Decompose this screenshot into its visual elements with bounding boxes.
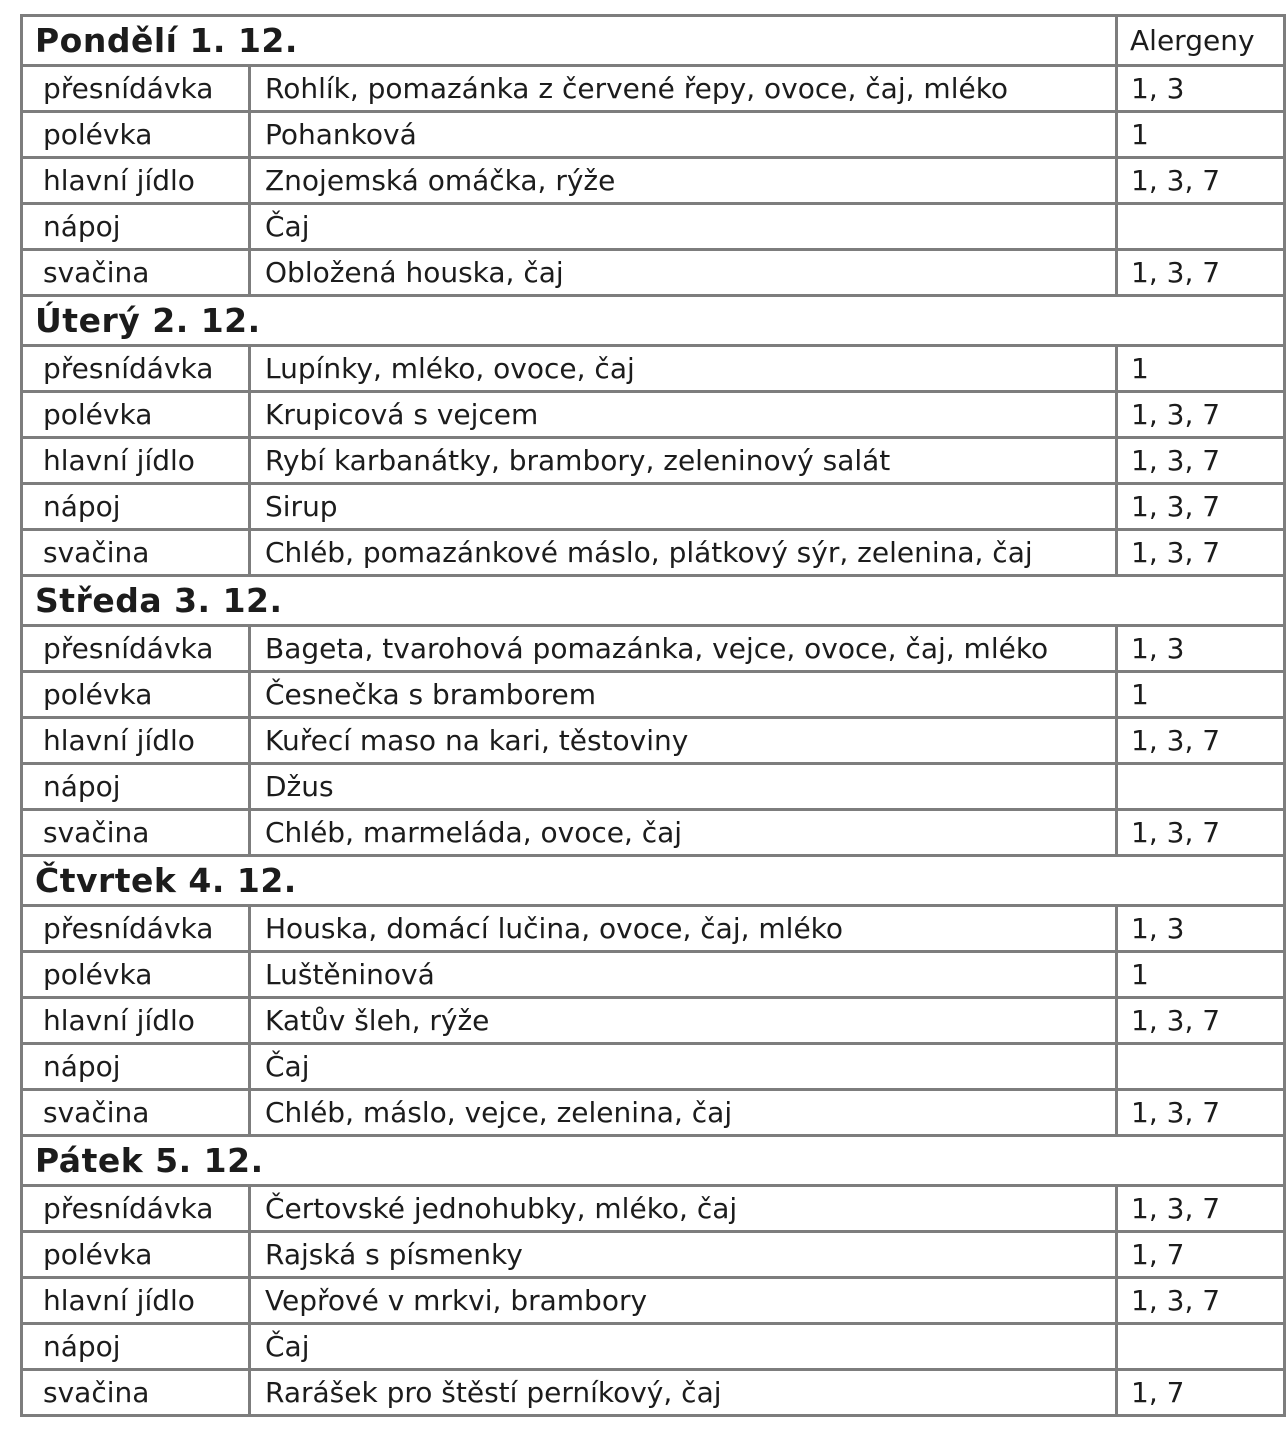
day-title: Čtvrtek 4. 12. — [22, 856, 1285, 906]
menu-table-body — [22, 16, 1285, 1416]
allergen-codes: 1, 3 — [1117, 626, 1285, 672]
allergen-codes: 1, 3, 7 — [1117, 1278, 1285, 1324]
day-header-row — [22, 16, 1285, 66]
allergen-codes: 1, 3, 7 — [1117, 1090, 1285, 1136]
dish-description: Chléb, marmeláda, ovoce, čaj — [250, 810, 1117, 856]
meal-type-label: polévka — [22, 112, 250, 158]
meal-type-label: polévka — [22, 392, 250, 438]
dish-description: Rajská s písmenky — [250, 1232, 1117, 1278]
meal-type-label: nápoj — [22, 1324, 250, 1370]
dish-description: Vepřové v mrkvi, brambory — [250, 1278, 1117, 1324]
allergen-codes: 1, 3, 7 — [1117, 530, 1285, 576]
meal-row — [22, 626, 1285, 672]
dish-description: Sirup — [250, 484, 1117, 530]
dish-description: Luštěninová — [250, 952, 1117, 998]
meal-row — [22, 952, 1285, 998]
weekly-menu-table — [20, 14, 1286, 1417]
meal-row — [22, 158, 1285, 204]
allergens-column-header: Alergeny — [1117, 16, 1285, 66]
meal-row — [22, 1232, 1285, 1278]
meal-type-label: polévka — [22, 952, 250, 998]
dish-description: Chléb, pomazánkové máslo, plátkový sýr, zelenina, čaj — [250, 530, 1117, 576]
meal-row — [22, 1090, 1285, 1136]
meal-type-label: svačina — [22, 530, 250, 576]
meal-type-label: svačina — [22, 810, 250, 856]
meal-row — [22, 112, 1285, 158]
dish-description: Lupínky, mléko, ovoce, čaj — [250, 346, 1117, 392]
meal-type-label: hlavní jídlo — [22, 438, 250, 484]
meal-type-label: nápoj — [22, 204, 250, 250]
meal-row — [22, 1186, 1285, 1232]
dish-description: Chléb, máslo, vejce, zelenina, čaj — [250, 1090, 1117, 1136]
day-header-row — [22, 1136, 1285, 1186]
allergen-codes: 1, 3, 7 — [1117, 250, 1285, 296]
allergen-codes: 1, 3, 7 — [1117, 484, 1285, 530]
meal-row — [22, 1324, 1285, 1370]
meal-row — [22, 672, 1285, 718]
allergen-codes: 1, 3, 7 — [1117, 392, 1285, 438]
day-title: Pátek 5. 12. — [22, 1136, 1285, 1186]
dish-description: Krupicová s vejcem — [250, 392, 1117, 438]
meal-row — [22, 392, 1285, 438]
allergen-codes — [1117, 764, 1285, 810]
allergen-codes: 1, 3, 7 — [1117, 998, 1285, 1044]
meal-type-label: hlavní jídlo — [22, 998, 250, 1044]
allergen-codes: 1, 3, 7 — [1117, 718, 1285, 764]
dish-description: Houska, domácí lučina, ovoce, čaj, mléko — [250, 906, 1117, 952]
allergen-codes: 1 — [1117, 672, 1285, 718]
meal-type-label: přesnídávka — [22, 626, 250, 672]
meal-type-label: přesnídávka — [22, 1186, 250, 1232]
dish-description: Čertovské jednohubky, mléko, čaj — [250, 1186, 1117, 1232]
meal-type-label: hlavní jídlo — [22, 718, 250, 764]
dish-description: Obložená houska, čaj — [250, 250, 1117, 296]
meal-row — [22, 718, 1285, 764]
allergen-codes — [1117, 1324, 1285, 1370]
day-header-row — [22, 576, 1285, 626]
meal-row — [22, 764, 1285, 810]
allergen-codes: 1 — [1117, 952, 1285, 998]
allergen-codes — [1117, 1044, 1285, 1090]
allergen-codes: 1, 7 — [1117, 1370, 1285, 1416]
meal-type-label: polévka — [22, 1232, 250, 1278]
allergen-codes: 1, 3 — [1117, 66, 1285, 112]
meal-row — [22, 530, 1285, 576]
meal-row — [22, 346, 1285, 392]
day-header-row — [22, 296, 1285, 346]
dish-description: Pohanková — [250, 112, 1117, 158]
dish-description: Kuřecí maso na kari, těstoviny — [250, 718, 1117, 764]
allergen-codes: 1, 3 — [1117, 906, 1285, 952]
allergen-codes: 1, 7 — [1117, 1232, 1285, 1278]
meal-row — [22, 250, 1285, 296]
meal-row — [22, 484, 1285, 530]
allergen-codes: 1, 3, 7 — [1117, 810, 1285, 856]
dish-description: Bageta, tvarohová pomazánka, vejce, ovoce, čaj, mléko — [250, 626, 1117, 672]
meal-row — [22, 204, 1285, 250]
meal-type-label: hlavní jídlo — [22, 1278, 250, 1324]
dish-description: Džus — [250, 764, 1117, 810]
dish-description: Katův šleh, rýže — [250, 998, 1117, 1044]
dish-description: Rohlík, pomazánka z červené řepy, ovoce, čaj, mléko — [250, 66, 1117, 112]
meal-row — [22, 906, 1285, 952]
dish-description: Čaj — [250, 1324, 1117, 1370]
meal-type-label: nápoj — [22, 764, 250, 810]
meal-row — [22, 1278, 1285, 1324]
dish-description: Rybí karbanátky, brambory, zeleninový salát — [250, 438, 1117, 484]
meal-row — [22, 438, 1285, 484]
day-title: Středa 3. 12. — [22, 576, 1285, 626]
meal-row — [22, 998, 1285, 1044]
dish-description: Znojemská omáčka, rýže — [250, 158, 1117, 204]
allergen-codes: 1 — [1117, 112, 1285, 158]
allergen-codes — [1117, 204, 1285, 250]
dish-description: Rarášek pro štěstí perníkový, čaj — [250, 1370, 1117, 1416]
meal-type-label: přesnídávka — [22, 346, 250, 392]
meal-row — [22, 66, 1285, 112]
allergen-codes: 1 — [1117, 346, 1285, 392]
meal-type-label: svačina — [22, 1090, 250, 1136]
dish-description: Čaj — [250, 1044, 1117, 1090]
day-title: Pondělí 1. 12. — [22, 16, 1117, 66]
allergen-codes: 1, 3, 7 — [1117, 438, 1285, 484]
meal-type-label: přesnídávka — [22, 66, 250, 112]
meal-type-label: nápoj — [22, 1044, 250, 1090]
allergen-codes: 1, 3, 7 — [1117, 158, 1285, 204]
meal-type-label: svačina — [22, 1370, 250, 1416]
meal-type-label: hlavní jídlo — [22, 158, 250, 204]
meal-row — [22, 810, 1285, 856]
meal-row — [22, 1044, 1285, 1090]
meal-row — [22, 1370, 1285, 1416]
dish-description: Česnečka s bramborem — [250, 672, 1117, 718]
day-title: Úterý 2. 12. — [22, 296, 1285, 346]
meal-type-label: polévka — [22, 672, 250, 718]
meal-type-label: svačina — [22, 250, 250, 296]
meal-type-label: přesnídávka — [22, 906, 250, 952]
day-header-row — [22, 856, 1285, 906]
allergen-codes: 1, 3, 7 — [1117, 1186, 1285, 1232]
meal-type-label: nápoj — [22, 484, 250, 530]
dish-description: Čaj — [250, 204, 1117, 250]
